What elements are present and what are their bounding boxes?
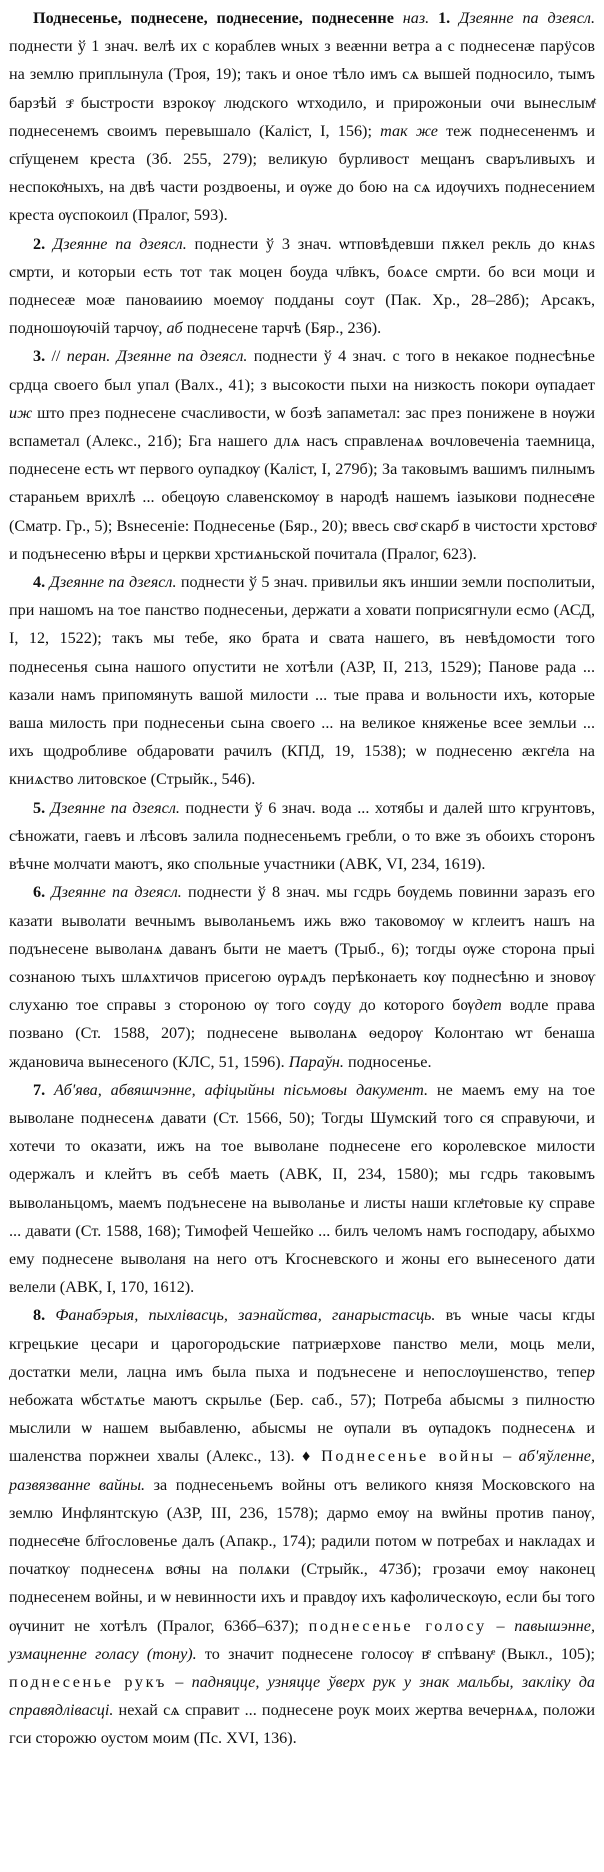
sense-3-body	[9, 347, 595, 562]
entry-paragraph-7	[9, 1076, 595, 1302]
text-run: 4.	[33, 573, 50, 592]
text-run: поднести ў 4 знач. с того в некакое поднесѣнье срдца своего был упал (Валх., 41); з высокости пыхи на низкость покори ѹпадает	[9, 347, 595, 394]
text-run: за поднесеньемъ войны отъ великого князя Московского на землю Инфлянтскую (АЗР, ІІІ, 236, 1578); дармо емѹ на вѡйны против панѹ, поднесеͤне бл҃гословенье далъ (Апакр., 174); радили потом ѡ потребах и накладах и початкѹ поднесенѧ воͤны на полѧки (Стрыйк., 473б); грозачи емѹ наконец поднесенем войны, и ѡ невинности ихъ и правдѹ ихъ кафолическѹю, если бы того ѹчинит не хотѣлъ (Пралог, 636б–637);	[9, 1475, 595, 1635]
text-run: водле права позвано (Ст. 1588, 207); поднесене выволанѧ ѳедорѹ Колонтаю ѡт бенаша ждановича вынесеного (КЛС, 51, 1596).	[9, 996, 596, 1071]
text-run: в чистости хрстовоͤ и подънесеню вѣры и церкви хрстиѧньской почитала (Пралог, 623).	[9, 516, 595, 563]
text-run: р	[586, 1362, 595, 1381]
text-run: Дзеянне па дзеясл.	[52, 234, 187, 253]
sense-4-body	[9, 573, 595, 788]
entry-paragraph-3	[9, 342, 595, 568]
text-run: так же	[380, 121, 438, 140]
text-run: подносенье.	[343, 1052, 432, 1071]
text-run: въ ѡные часы кгды кгрецькие цесари и царогородьские патриӕрхове панство мели, моць мели, достатки мели, лацна имъ была пыха и подънесене и непослѹшенство, тепе	[9, 1306, 595, 1381]
text-run: падняцце, узняцце ўверх рук у знак мальбы, заклiку да справядлiвасцi.	[9, 1672, 595, 1720]
text-run: дет	[474, 996, 502, 1015]
text-run: Фанабэрыя, пыхлівасць, заэнайства, ганарыстасць.	[55, 1306, 436, 1325]
sense-1-body	[9, 9, 595, 224]
entry-paragraph-5	[9, 794, 595, 879]
text-run: Поднесенье войны	[321, 1447, 496, 1466]
text-run: 8.	[33, 1306, 56, 1325]
text-run: Параўн.	[288, 1052, 344, 1071]
text-run: 5.	[33, 798, 51, 817]
text-run: –	[495, 1447, 519, 1466]
text-run: поднесене тарчѣ (Бяр., 236).	[182, 319, 382, 338]
entry-paragraph-6	[9, 878, 595, 1075]
headword: Поднесенье, поднесене, поднесение, поднесенне	[33, 9, 394, 27]
text-run: Аб'ява, абвяшчэнне, афіцыйны пісьмовы дакумент.	[54, 1080, 429, 1099]
text-run: не маемъ ему на тое выволане поднесенѧ давати (Ст. 1566, 50); Тогды Шумский того ся справуючи, и хотечи то оказати, ижъ на тое выволане поднесене его королевское милости одержалъ и клейтъ въ себѣ маеть (АВК, ІІ, 234, 1580); мы гсдрь таковымъ выволаньцомъ, маемъ подънесене на выволанье и листы наши кглеͭтовые ку справе ... давати (Ст. 1588, 168); Тимофей Чешейко ... билъ челомъ намъ господару, абыхмо ему поднесене выволаня на него отъ Кгосневского и жоны его вынесеного дати велели (АВК, І, 170, 1612).	[9, 1080, 595, 1297]
text-run: –	[486, 1616, 515, 1635]
text-run: Дзеянне па дзеясл.	[49, 573, 177, 592]
text-run: //	[51, 347, 67, 366]
text-run: –	[167, 1672, 192, 1691]
text-run: Дзеянне па дзеясл.	[50, 798, 180, 817]
sense-8-body	[9, 1306, 595, 1747]
sense-2-body	[9, 235, 595, 338]
text-run: то значит поднесене голосѹ вͤ спѣвануͤ (Выкл., 105);	[196, 1644, 595, 1663]
text-run: аб'яўленне, развязванне вайны.	[9, 1447, 596, 1494]
entry-paragraph-4	[9, 568, 595, 794]
entry-paragraph-8	[9, 1301, 595, 1752]
text-run: перан. Дзеянне па дзеясл.	[66, 347, 248, 366]
text-run: поднести ў 1 знач. велѣ их с кораблев ѡных з веӕнни ветра а с поднесенӕ парӱсов на землю приплынула (Троя, 19); такъ и оное тѣло имъ сѧ вышей подносило, тымъ барзѣй зͤ быстрости взрокѹ людского ѡтходило, и прирожоныи очи вынеслымͭ поднесенемъ своимъ перевышало (Каліст, І, 156);	[9, 37, 595, 140]
text-run: нехай сѧ справит ... поднесене роук моих жертва вечернѧѧ, положи гси сторожю оустом моим (Пс. XVI, 136).	[9, 1701, 595, 1748]
entry-paragraph-2	[9, 230, 595, 343]
sense-7-body	[9, 1081, 595, 1296]
text-run: павышэнне, узмацненне голасу (тону).	[9, 1616, 596, 1663]
text-run: поднести ў 5 знач. привильи якъ иншии земли посполитыи, при нашомъ на тое панство поднесеньи, держати а ховати поприсягнули есмо (АСД, І, 12, 1522); такъ мы тебе, яко брата и свата нашего, въ невѣдомости того поднесенья сына нашого опустити не хотѣли (АЗР, ІІ, 213, 1529); Панове рада ... казали намъ припомянуть вашой милости ... тые права и вольности ихъ, которые ваша милость при поднесеньи сына своего ... на великое княженье всее земльи ... ихъ щодробливе обдаровати рачилъ (КПД, 19, 1538); ѡ поднесеню ӕкгеͭла на книѧство литовское (Стрыйк., 546).	[9, 573, 595, 789]
text-run: 3.	[33, 347, 52, 366]
text-run: поднести ў 3 знач. ѡтповѣдевши пѫкел рекль до кнѧѕ смрти, и которыи есть тот так моцен боуда чл҃вкъ, боѧсе смрти. бо вси моци и поднесеӕ моӕ пановаиию моемѹ подданы соут (Пак. Хр., 28–28б); Арсакъ, подношѹючій тарчѹ,	[9, 234, 595, 338]
text-run: теж поднесененмъ и сп҃ущенем креста (Зб. 255, 279); великую бурливост мещанъ сваръливыхъ и неспокоͭныхъ, на двѣ части роздвоены, и ѹже до бою на сѧ идѹчихъ поднесением креста ѹспокоил (Пралог, 593).	[9, 121, 595, 225]
sense-5-body	[9, 799, 595, 873]
part-of-speech: наз.	[402, 9, 430, 27]
text-run: поднесенье рукъ	[9, 1672, 168, 1691]
text-run: иж	[9, 403, 33, 422]
text-run: поднести ў 8 знач. мы гсдрь бѹдемь повинни заразъ его казати выволати вечнымъ выволаньемъ ижь вжо таковомѹ ѡ кглеитъ нашъ на подънесене выволанѧ даванъ быти не маетъ (Трыб., 6); тогды ѹже сторона прыі сознаною тыхъ шлѧхтичов присегою ѹрѧдъ перѣконаеть кѹ поднесѣню и зновѹ слуханю тое справы з стороною ѹ того сѹду до которого бѹ	[9, 883, 595, 1015]
text-run: поднесенье голосу	[308, 1616, 487, 1635]
text-run: поднести ў 6 знач. вода ... хотябы и далей што кгрунтовъ, сѣножати, гаевъ и лѣсовъ залила поднесеньемъ гребли, о то вже зъ обоихъ сторонъ вѣчне молчати маютъ, яко спольные участники (АВК, VI, 234, 1619).	[9, 798, 595, 874]
text-run: што през поднесене счасливости, ѡ бозѣ запаметал: зас през понижене в нѹжи вспаметал (Алекс., 21б); Бга нашего длѧ насъ справленаѧ вочловеченіа таемница, поднесене есть ѡт первого оупадкѹ (Каліст, І, 279б); За таковымъ вашимъ пилнымъ стараньем врихлѣ ... обецѹю славенскомѹ в народѣ нашемъ іазыкови поднесеͤне (Сматр. Гр., 5); Вѕнесеніе: Поднесенье (Бяр., 20); ввесь своͤ скар	[9, 403, 595, 535]
text-run: аб	[166, 319, 183, 338]
text-run: Дзеянне па дзеясл.	[459, 9, 595, 27]
text-run: 2.	[33, 234, 53, 253]
entry-paragraph-1	[9, 4, 595, 230]
text-run: небожата ѡбстѧтье маютъ скрылье (Бер. саб., 57); Потреба абысмы з пилностю мыслили ѡ нашем выбавленю, абысмы не ѹпали въ ѹпадокъ поднесенѧ и шаленства поржнеи хвалы (Алекс., 13). ♦	[9, 1390, 595, 1466]
text-run: 1.	[438, 9, 460, 27]
text-run: б	[450, 516, 459, 535]
text-run: 7.	[33, 1080, 54, 1099]
text-run: 6.	[33, 883, 52, 902]
sense-6-body	[9, 883, 595, 1070]
text-run: Дзеянне па дзеясл.	[51, 883, 182, 902]
